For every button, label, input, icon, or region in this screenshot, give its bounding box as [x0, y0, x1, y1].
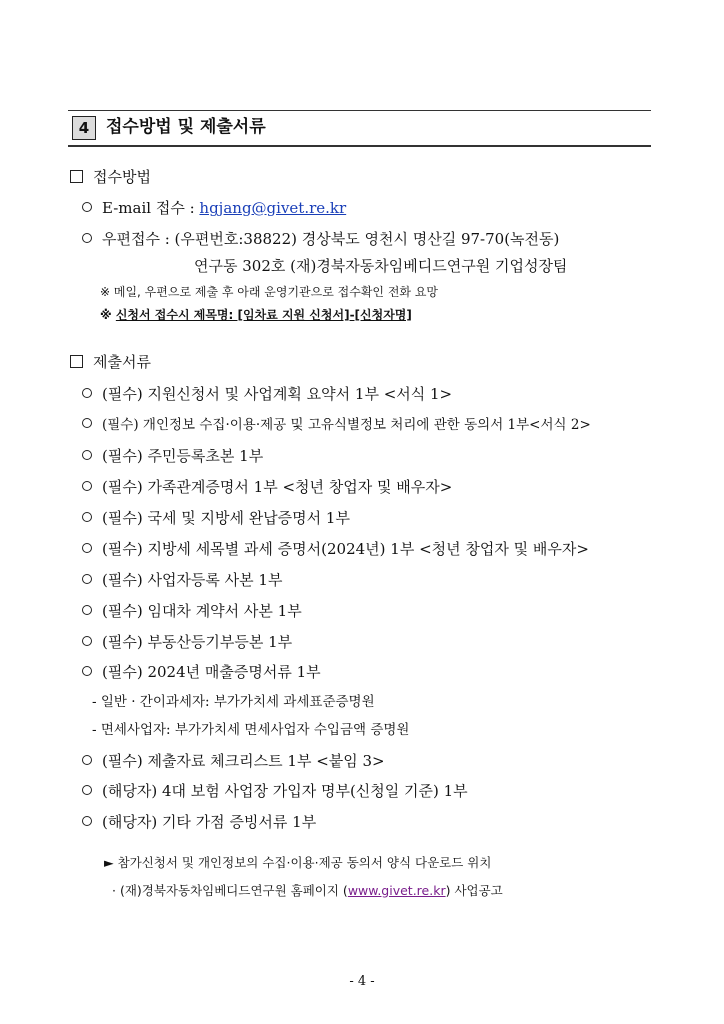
list-item: (필수) 2024년 매출증명서류 1부 [82, 662, 321, 682]
bullet-circle-icon [82, 233, 92, 243]
checkbox-square-icon [70, 170, 83, 183]
bullet-circle-icon [82, 202, 92, 212]
list-item: (해당자) 4대 보험 사업장 가입자 명부(신청일 기준) 1부 [82, 781, 468, 801]
section-title: 접수방법 및 제출서류 [106, 117, 266, 137]
homepage-link[interactable]: www.givet.re.kr [347, 883, 446, 898]
bullet-circle-icon [82, 388, 92, 398]
bullet-circle-icon [82, 512, 92, 522]
list-item: (해당자) 기타 가점 증빙서류 1부 [82, 812, 316, 832]
list-item: (필수) 개인정보 수집·이용·제공 및 고유식별정보 처리에 관한 동의서 1부<서식 2> [82, 415, 591, 435]
list-item: (필수) 지원신청서 및 사업계획 요약서 1부 <서식 1> [82, 384, 452, 404]
list-item: (필수) 가족관계증명서 1부 <청년 창업자 및 배우자> [82, 477, 452, 497]
post-address: 연구동 302호 (재)경북자동차임베디드연구원 기업성장팀 [194, 257, 568, 275]
list-item: (필수) 주민등록초본 1부 [82, 446, 263, 466]
post-line: 우편접수 : (우편번호:38822) 경상북도 영천시 명산길 97-70(녹전동) [82, 229, 559, 249]
list-item: (필수) 제출자료 체크리스트 1부 <붙임 3> [82, 751, 385, 771]
email-line: E-mail 접수 : hgjang@givet.re.kr [82, 198, 346, 218]
bullet-circle-icon [82, 450, 92, 460]
bullet-circle-icon [82, 755, 92, 765]
bullet-circle-icon [82, 574, 92, 584]
homepage-line: · (재)경북자동차임베디드연구원 홈페이지 (www.givet.re.kr) 사업공고 [112, 883, 503, 898]
email-link[interactable]: hgjang@givet.re.kr [199, 199, 347, 217]
bullet-circle-icon [82, 636, 92, 646]
download-location: ► 참가신청서 및 개인정보의 수집·이용·제공 동의서 양식 다운로드 위치 [104, 855, 492, 870]
section-number: 4 [72, 116, 96, 140]
documents-heading: 제출서류 [70, 352, 151, 372]
section-header [68, 110, 651, 147]
list-item: (필수) 국세 및 지방세 완납증명서 1부 [82, 508, 350, 528]
page-number: - 4 - [349, 974, 375, 989]
list-item: (필수) 임대차 계약서 사본 1부 [82, 601, 302, 621]
bullet-circle-icon [82, 418, 92, 428]
checkbox-square-icon [70, 355, 83, 368]
sub-item: - 일반 · 간이과세자: 부가가치세 과세표준증명원 [92, 694, 375, 710]
bullet-circle-icon [82, 605, 92, 615]
bullet-circle-icon [82, 666, 92, 676]
bullet-circle-icon [82, 543, 92, 553]
note-confirm: ※ 메일, 우편으로 제출 후 아래 운영기관으로 접수확인 전화 요망 [100, 285, 439, 299]
bullet-circle-icon [82, 785, 92, 795]
note-title: ※ 신청서 접수시 제목명: [임차료 지원 신청서]-[신청자명] [100, 308, 412, 322]
reception-heading: 접수방법 [70, 167, 151, 187]
list-item: (필수) 사업자등록 사본 1부 [82, 570, 282, 590]
list-item: (필수) 부동산등기부등본 1부 [82, 632, 292, 652]
bullet-circle-icon [82, 816, 92, 826]
sub-item: - 면세사업자: 부가가치세 면세사업자 수입금액 증명원 [92, 722, 410, 738]
list-item: (필수) 지방세 세목별 과세 증명서(2024년) 1부 <청년 창업자 및 배우자> [82, 539, 589, 559]
bullet-circle-icon [82, 481, 92, 491]
